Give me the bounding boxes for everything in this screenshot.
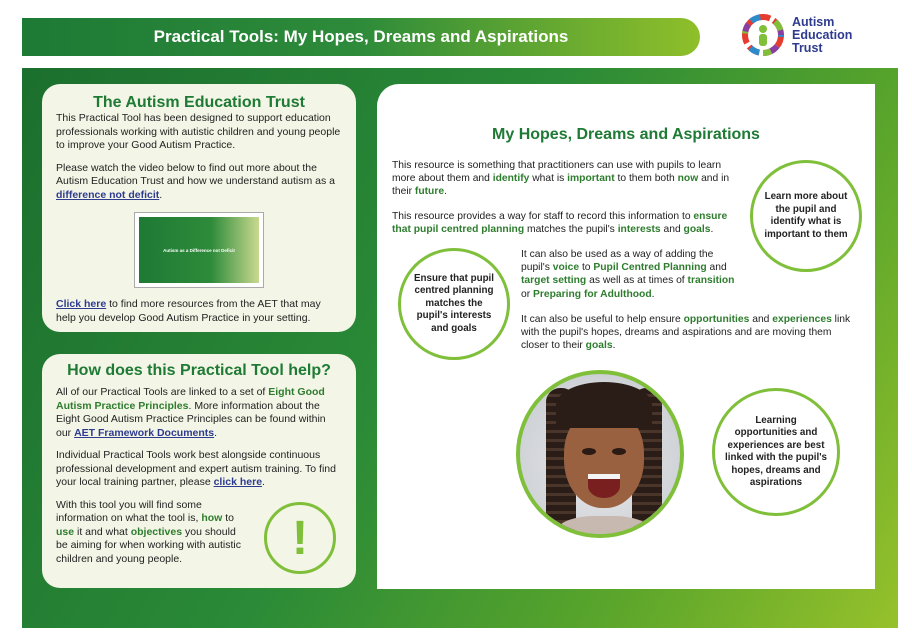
difference-not-deficit-link[interactable]: difference not deficit: [56, 188, 160, 201]
video-caption: Autism as a Difference not Deficit: [163, 247, 235, 253]
tool-objectives-text: With this tool you will find some information on what the tool is, how to use it and what objectives you should be aiming for when working with autistic children and young people.: [56, 498, 242, 565]
smiling-child-photo: [516, 370, 684, 538]
exclamation-icon: !: [264, 502, 336, 574]
learning-opportunities-bubble: Learning opportunities and experiences are best linked with the pupil's hopes, dreams and aspirations: [712, 388, 840, 516]
aet-info-card: [42, 84, 356, 332]
title-banner: [22, 18, 700, 56]
learn-more-bubble: Learn more about the pupil and identify what is important to them: [750, 160, 862, 272]
more-resources-text: Click here to find more resources from the AET that may help you develop Good Autism Practice in your setting.: [56, 298, 321, 324]
training-text: Individual Practical Tools work best alongside continuous professional development and expert autism training. To find your local training partner, please click here.: [56, 449, 336, 488]
resource-intro-text: This resource is something that practitioners can use with pupils to learn more about them and identify what is important to them both now and in their future.: [392, 160, 730, 198]
pupil-planning-bubble: Ensure that pupil centred planning matches the pupil's interests and goals: [398, 248, 510, 360]
logo-wordmark: Autism Education Trust: [792, 15, 853, 55]
principles-text: All of our Practical Tools are linked to a set of Eight Good Autism Practice Principles. More information about the Eight Good Autism Practice Principles can be found within our AET Framework Documents.: [56, 386, 326, 439]
page-title: Practical Tools: My Hopes, Dreams and Aspirations: [153, 27, 569, 46]
aet-ring-logo-icon: [740, 12, 786, 58]
aet-card-heading: The Autism Education Trust: [93, 94, 305, 111]
pupil-voice-text: It can also be used as a way of adding the pupil's voice to Pupil Centred Planning and target setting as well as at times of transition or Preparing for Adulthood.: [521, 249, 735, 300]
framework-documents-link[interactable]: AET Framework Documents: [74, 426, 215, 439]
aet-intro-text: This Practical Tool has been designed to support education professionals working with autistic children and young people to improve your Good Autism Practice.: [56, 112, 341, 151]
click-here-resources-link[interactable]: Click here: [56, 298, 107, 310]
training-partner-link[interactable]: click here: [213, 476, 263, 488]
video-thumbnail[interactable]: [134, 212, 264, 288]
video-intro-text: Please watch the video below to find out more about the Autism Education Trust and how we understand autism as a difference not deficit.: [56, 161, 335, 201]
aet-logo: [740, 12, 890, 60]
help-card-heading: How does this Practical Tool help?: [67, 362, 331, 379]
main-heading: My Hopes, Dreams and Aspirations: [492, 126, 760, 143]
resource-planning-text: This resource provides a way for staff to record this information to ensure that pupil centred planning matches the pupil's interests and goals.: [392, 211, 728, 236]
opportunities-text: It can also be useful to help ensure opportunities and experiences link with the pupil's hopes, dreams and aspirations and are moving them closer to their goals.: [521, 314, 851, 352]
